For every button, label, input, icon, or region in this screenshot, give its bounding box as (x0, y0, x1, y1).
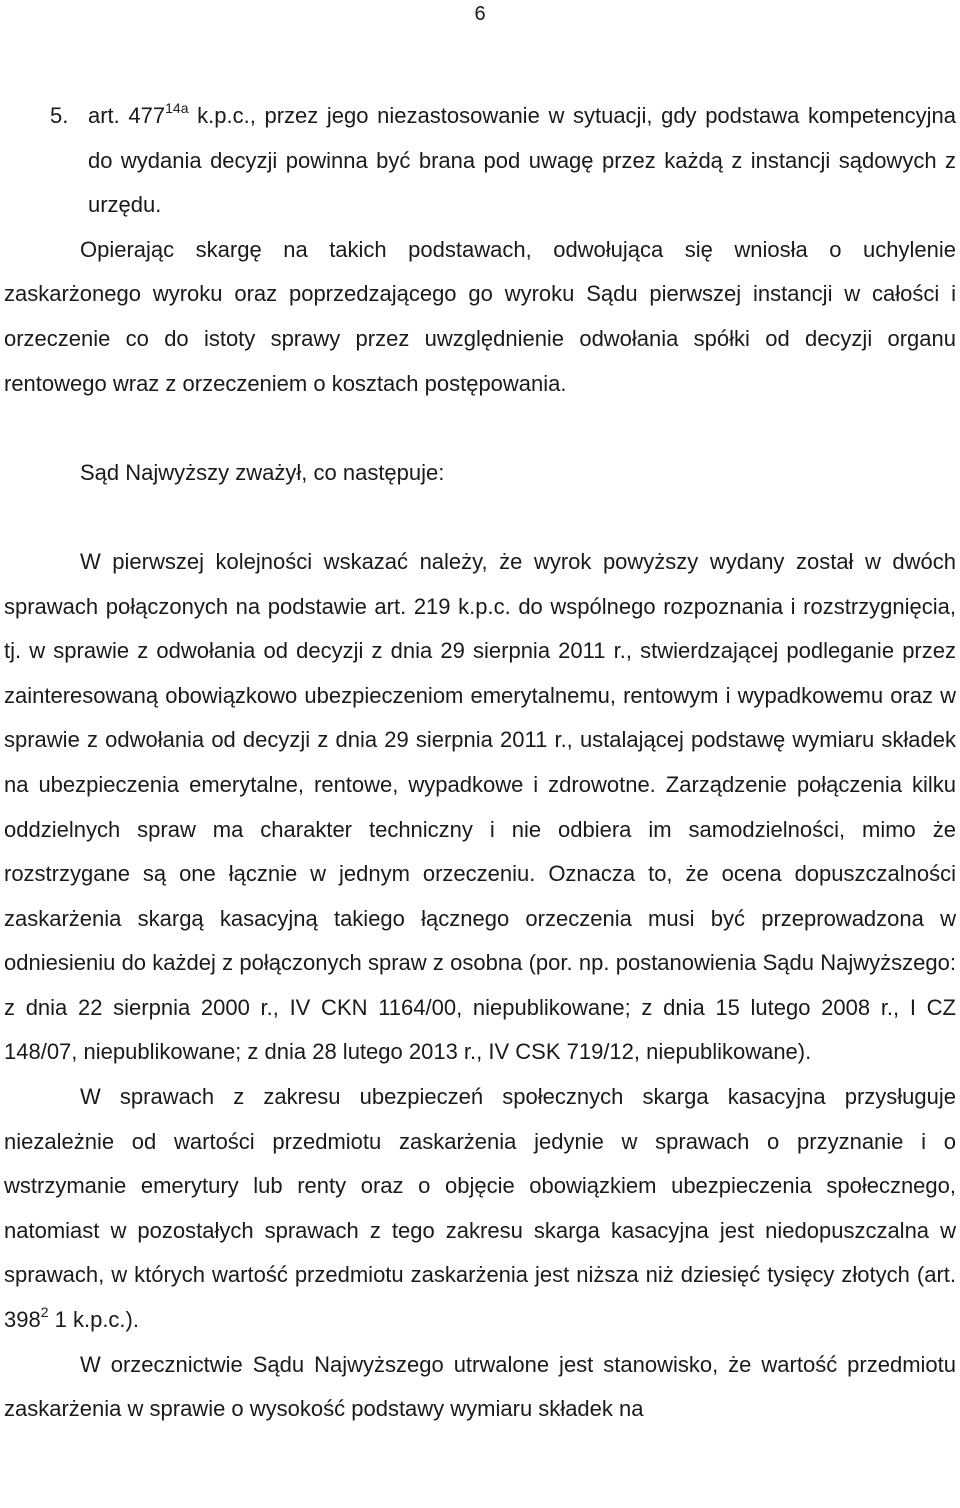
list-item-text (88, 94, 956, 228)
spacer (4, 495, 956, 540)
paragraph-case-law: W orzecznictwie Sądu Najwyższego utrwalone jest stanowisko, że wartość przedmiotu zaskarżenia w sprawie o wysokość podstawy wymiaru składek na (4, 1351, 956, 1422)
article-superscript: 2 (40, 1304, 49, 1321)
paragraph-court-considered: Sąd Najwyższy zważył, co następuje: (80, 459, 445, 485)
paragraph-text: W sprawach z zakresu ubezpieczeń społecznych skarga kasacyjna przysługuje niezależnie od wartości przedmiotu zaskarżenia jedynie w sprawach o przyznanie i o wstrzymanie emerytury lub renty oraz o objęcie obowiązkiem ubezpieczenia społecznego, natomiast w pozostałych sprawach z tego zakresu skarga kasacyjna jest niedopuszczalna w sprawach, w których wartość przedmiotu zaskarżenia jest niższa niż dziesięć tysięcy złotych (art. 398 (4, 1084, 956, 1333)
spacer (4, 406, 956, 451)
paragraph-cassation-admissibility (4, 1075, 956, 1343)
page-number: 6 (474, 3, 486, 25)
article-ref: art. 477 (88, 103, 166, 128)
paragraph-joined-cases: W pierwszej kolejności wskazać należy, że wyrok powyższy wydany został w dwóch sprawach połączonych na podstawie art. 219 k.p.c. do wspólnego rozpoznania i rozstrzygnięcia, tj. w sprawie z odwołania od decyzji z dnia 29 sierpnia 2011 r., stwierdzającej podleganie przez zainteresowaną obowiązkowo ubezpieczeniom emerytalnemu, rentowym i wypadkowemu oraz w sprawie z odwołania od decyzji z dnia 29 sierpnia 2011 r., ustalającej podstawę wymiaru składek na ubezpieczenia emerytalne, rentowe, wypadkowe i zdrowotne. Zarządzenie połączenia kilku oddzielnych spraw ma charakter techniczny i nie odbiera im samodzielności, mimo że rozstrzygane są one łącznie w jednym orzeczeniu. Oznacza to, że ocena dopuszczalności zaskarżenia skargą kasacyjną takiego łącznego orzeczenia musi być przeprowadzona w odniesieniu do każdej z połączonych spraw z osobna (por. np. postanowienia Sądu Najwyższego: z dnia 22 sierpnia 2000 r., IV CKN 1164/00, niepublikowane; z dnia 15 lutego 2008 r., I CZ 148/07, niepublikowane; z dnia 28 lutego 2013 r., IV CSK 719/12, niepublikowane). (4, 548, 956, 1065)
list-item-number: 5. (50, 103, 69, 128)
article-superscript: 14a (165, 100, 189, 116)
paragraph-text-end: 1 k.p.c.). (48, 1307, 139, 1333)
document-body (4, 94, 956, 1432)
paragraph-appeal-request: Opierając skargę na takich podstawach, odwołująca się wniosła o uchylenie zaskarżonego wyroku oraz poprzedzającego go wyroku Sądu pierwszej instancji w całości i orzeczenie co do istoty sprawy przez uwzględnienie odwołania spółki od decyzji organu rentowego wraz z orzeczeniem o kosztach postępowania. (4, 236, 956, 396)
list-item-body: k.p.c., przez jego niezastosowanie w sytuacji, gdy podstawa kompetencyjna do wydania decyzji powinna być brana pod uwagę przez każdą z instancji sądowych z urzędu. (88, 103, 956, 218)
list-item-5 (4, 94, 956, 228)
